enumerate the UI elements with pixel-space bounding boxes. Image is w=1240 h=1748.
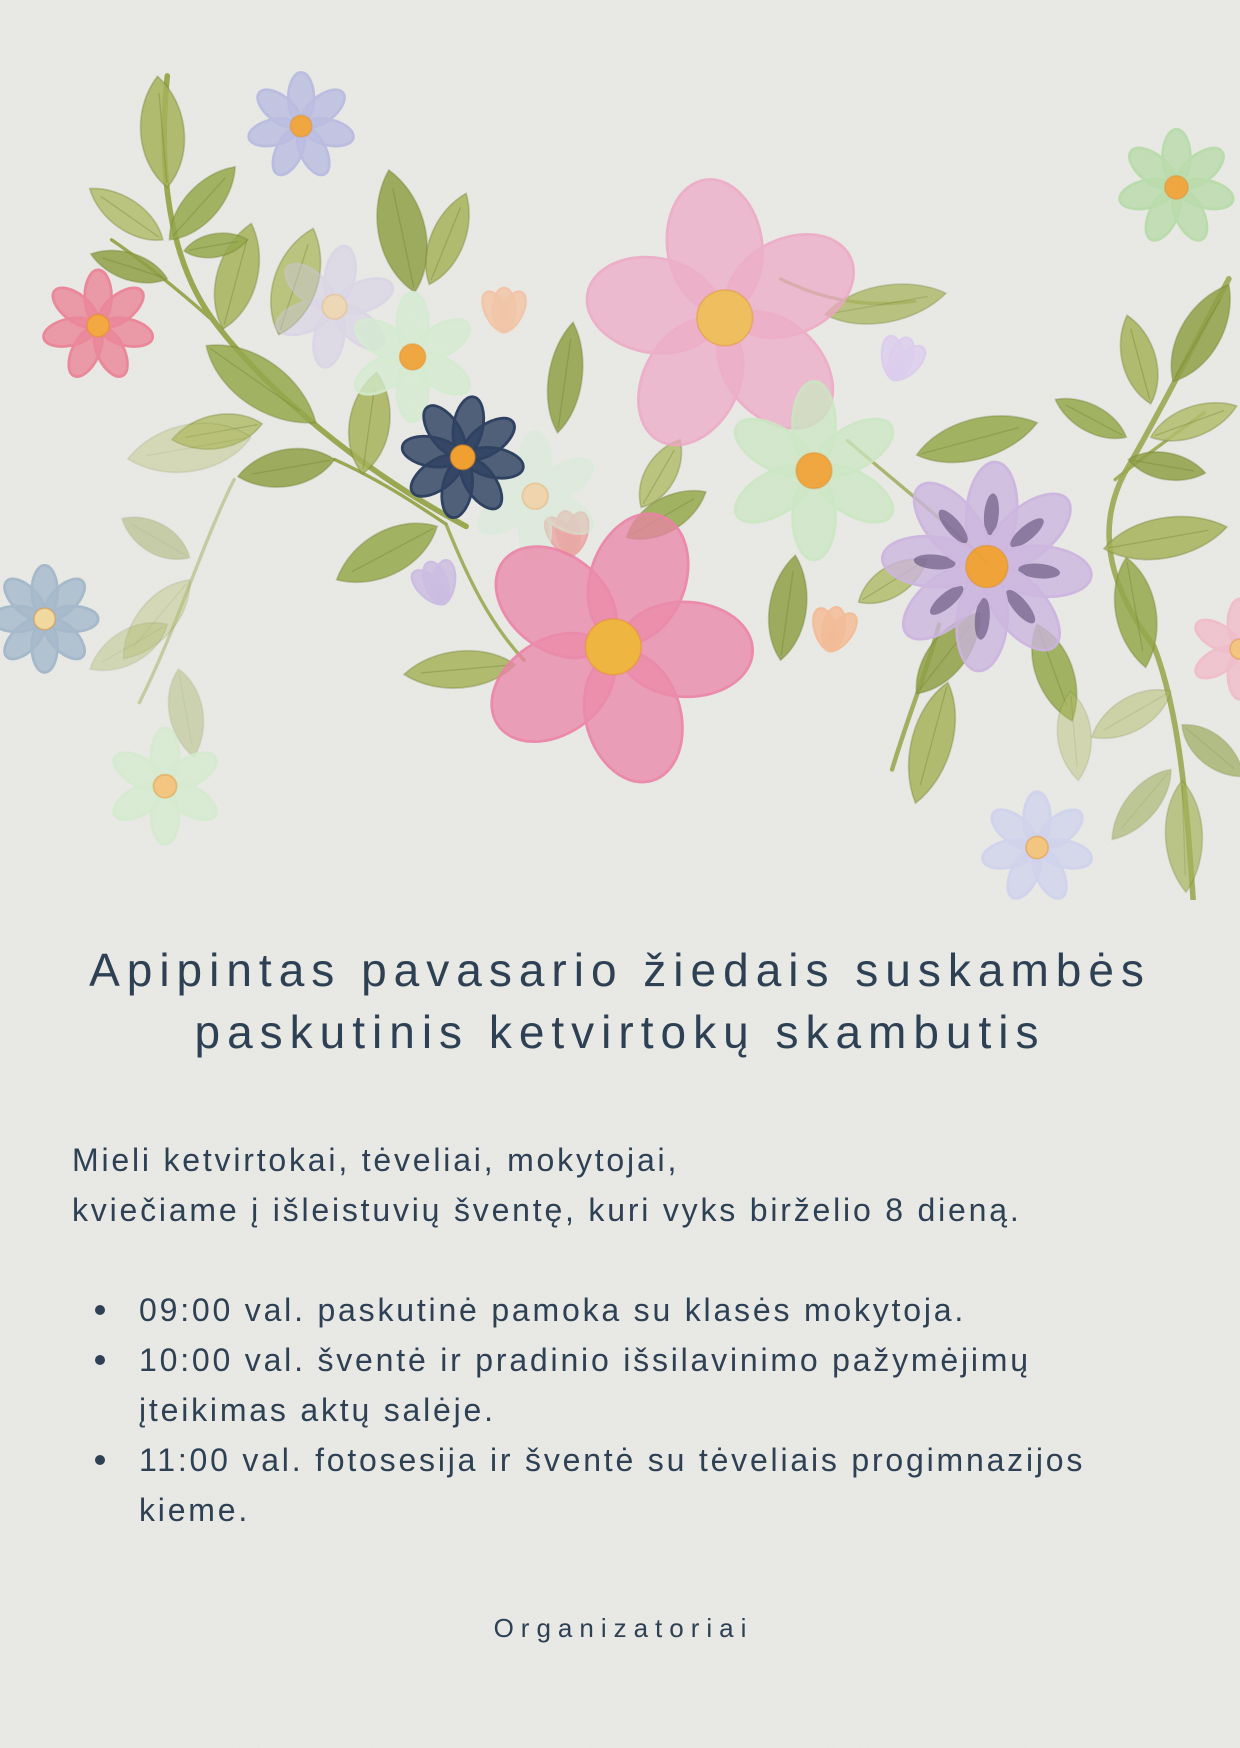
flower [41,270,156,382]
bud [476,287,531,337]
schedule-list [0,1285,1139,1535]
title-line-1: Apipintas pavasario žiedais suskambės [89,944,1151,996]
intro-text [72,1135,1022,1235]
schedule-item [0,1335,1139,1435]
leaf [1164,780,1205,893]
bud [802,602,865,661]
leaf [541,320,590,435]
leaf [1049,388,1132,449]
leaf [1146,392,1240,452]
bullet-dot [95,1355,105,1365]
leaf [762,553,813,663]
page-title [0,939,1240,1063]
flower [880,460,1093,673]
flower [108,728,222,844]
leaf [1100,507,1230,568]
flower [1117,129,1236,245]
schedule-item [0,1285,1139,1335]
leaf [235,441,338,494]
flower [980,792,1095,900]
flower [0,565,98,672]
schedule-item-text: 11:00 val. fotosesija ir šventė su tėveliais progimnazijos kieme. [139,1442,1086,1528]
organizer-signature: Organizatoriai [493,1613,754,1643]
bud [866,328,935,394]
schedule-item-text: 10:00 val. šventė ir pradinio išsilavinimo pažymėjimų įteikimas aktų salėje. [139,1342,1031,1428]
leaf [1111,311,1167,408]
leaf [81,176,171,252]
leaf [896,677,967,808]
leaf [911,403,1042,474]
leaf [136,74,189,189]
schedule-item-text: 09:00 val. paskutinė pamoka su klasės mokytoja. [139,1292,967,1328]
leaf [1156,275,1240,392]
schedule-item [0,1435,1139,1535]
leaf [114,506,197,571]
flower [1191,599,1240,699]
flower [246,73,356,180]
bullet-dot [95,1455,105,1465]
title-line-2: paskutinis ketvirtokų skambutis [194,1006,1046,1058]
intro-line-1: Mieli ketvirtokai, tėveliai, mokytojai, [72,1142,680,1178]
intro-line-2: kviečiame į išleistuvių šventę, kuri vyks birželio 8 dieną. [72,1192,1022,1228]
bullet-dot [95,1305,105,1315]
